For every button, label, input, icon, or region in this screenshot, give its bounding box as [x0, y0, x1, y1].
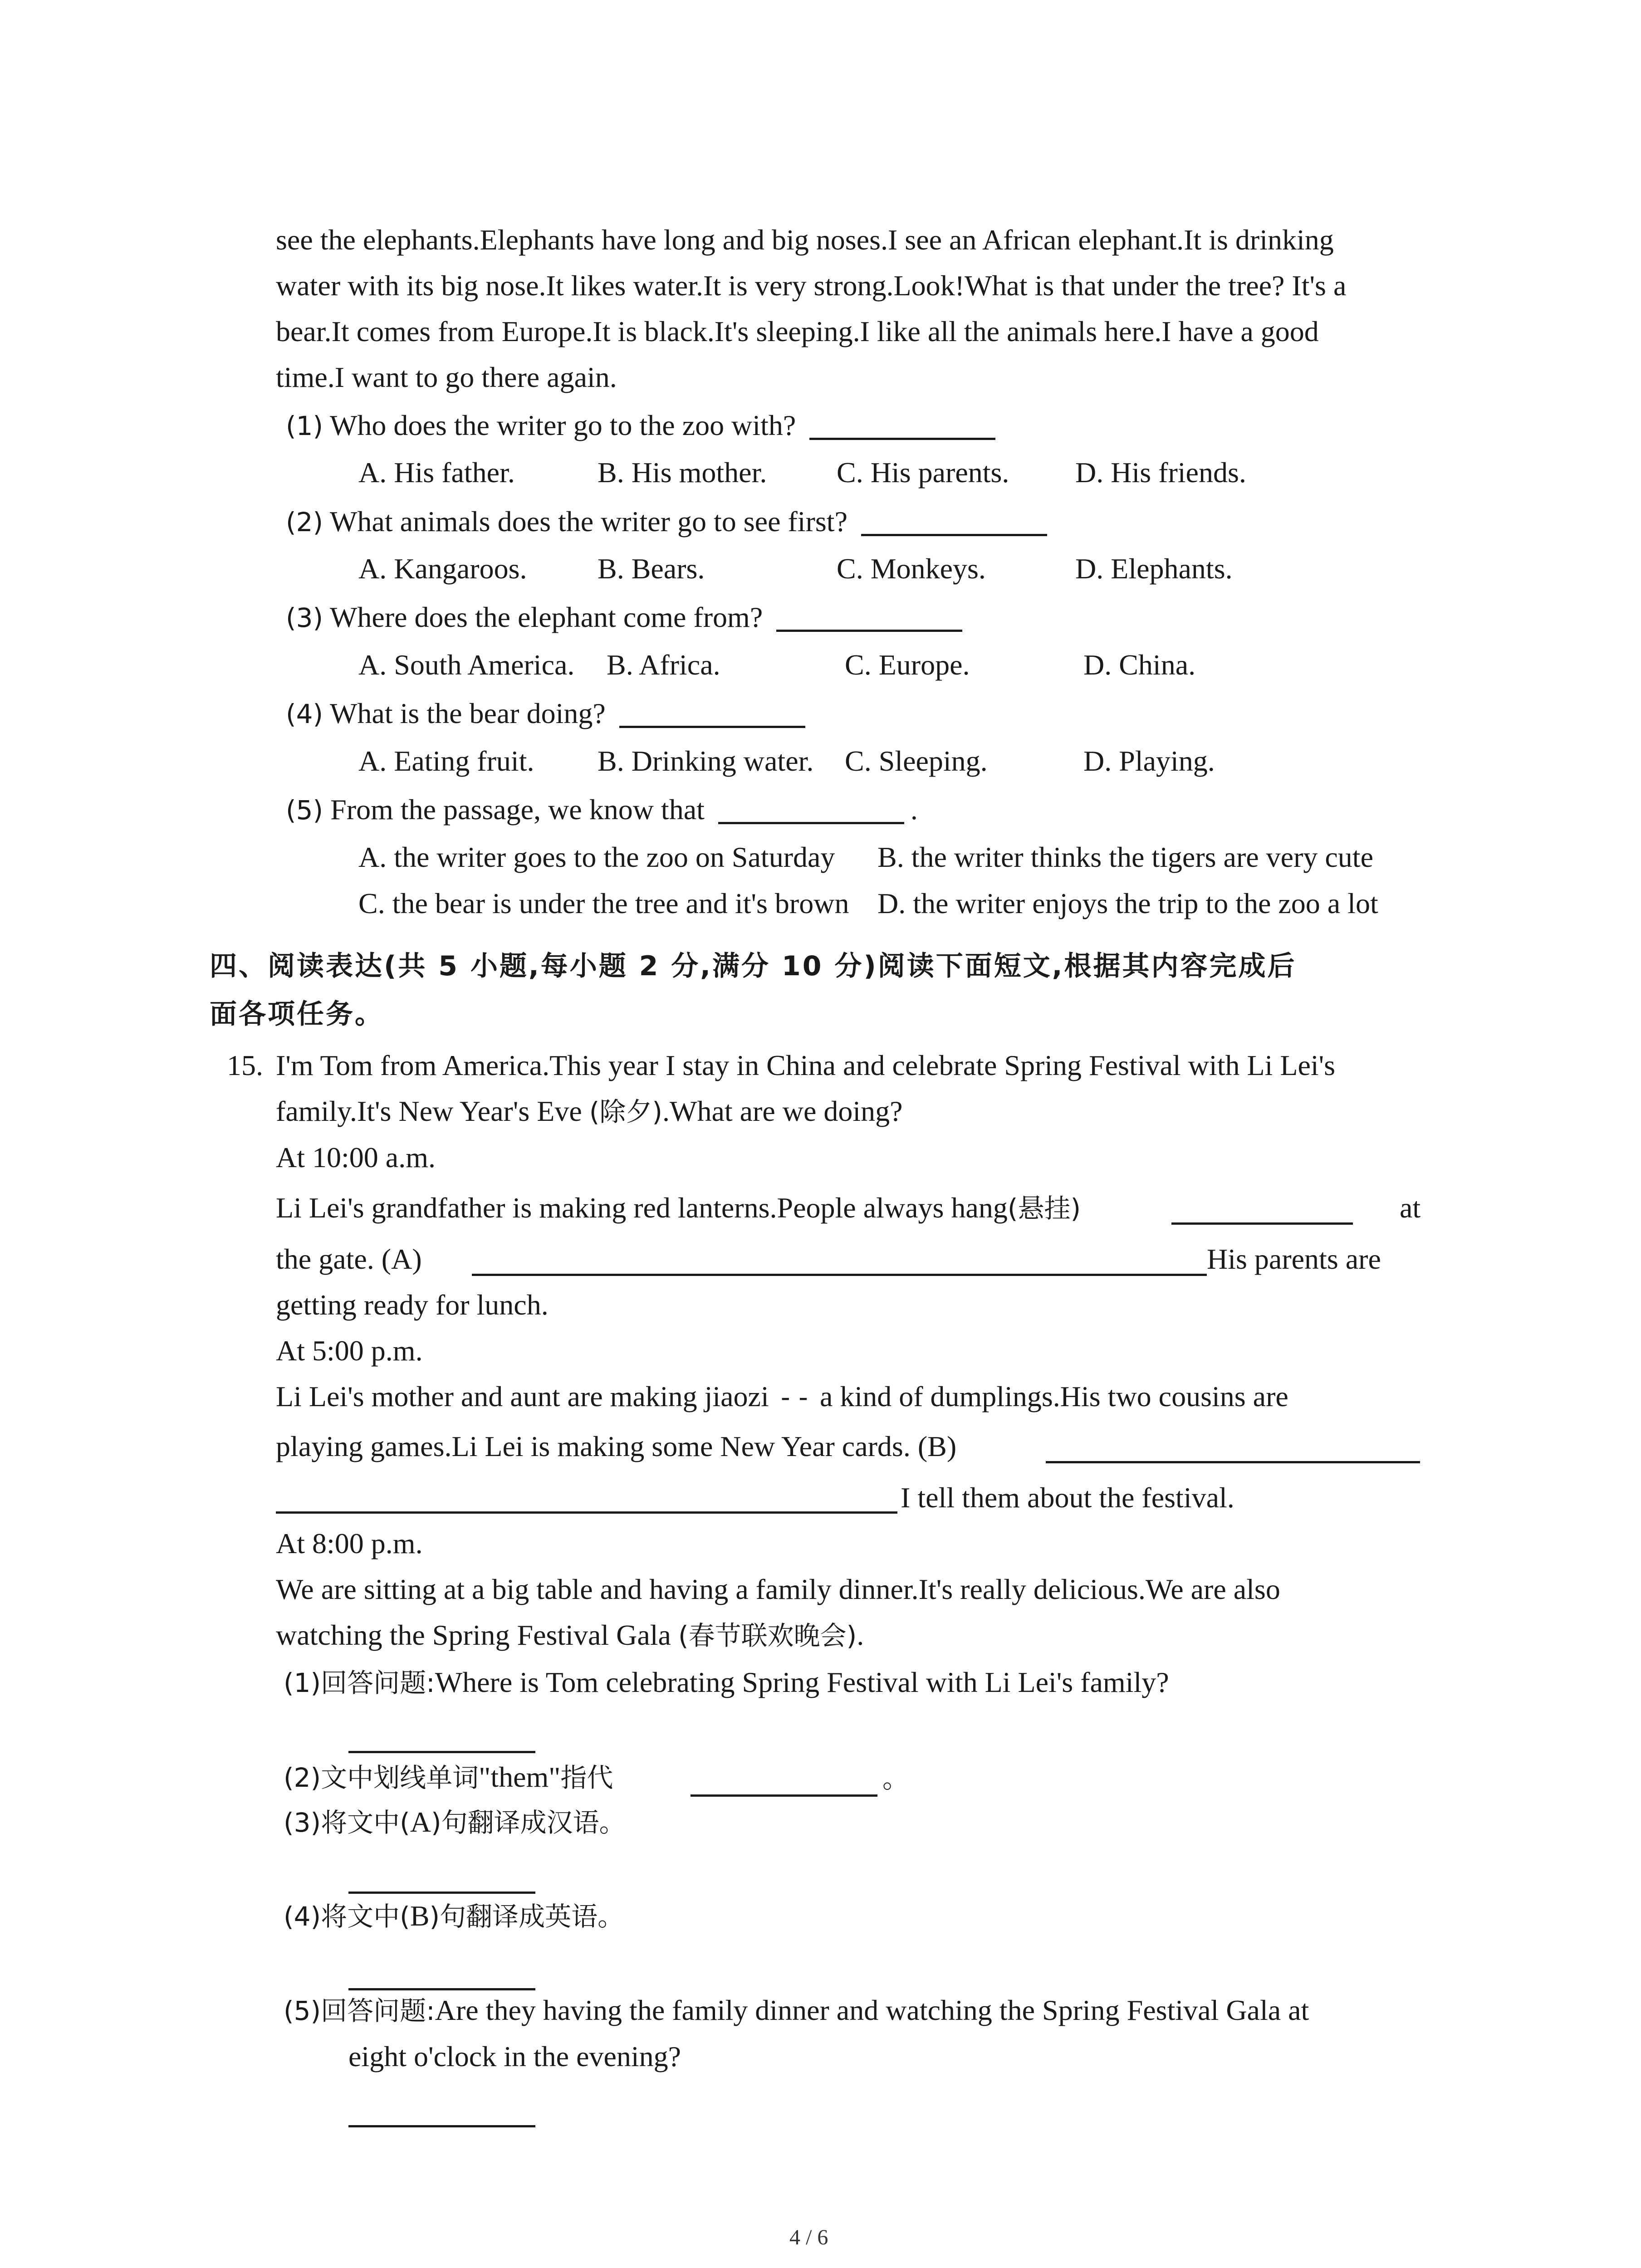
task-instruction: )句翻译成英语。: [429, 1901, 624, 1932]
passage-line: water with its big nose.It likes water.It is very strong.Look!What is that under the tree? It's a: [276, 269, 1347, 302]
section-heading: 四、阅读表达(共 5 小题,每小题 2 分,满分 10 分)阅读下面短文,根据其内容完成后: [210, 950, 1297, 982]
task-instruction: 文中划线单词: [321, 1762, 479, 1793]
option-b[interactable]: B. Africa.: [607, 649, 720, 681]
question-text: From the passage, we know that: [330, 793, 705, 826]
task-text: "them": [479, 1761, 561, 1793]
fill-blank[interactable]: [1046, 1434, 1420, 1463]
text: a kind of dumplings.His two cousins are: [820, 1380, 1288, 1413]
question-number: (3): [286, 602, 323, 633]
task-number: (1): [284, 1667, 321, 1698]
question-text: What animals does the writer go to see first?: [330, 505, 847, 538]
option-d[interactable]: D. His friends.: [1075, 456, 1246, 489]
question-number: 15.: [227, 1049, 263, 1081]
text: watching the Spring Festival Gala: [276, 1619, 671, 1651]
task-number: (5): [284, 1995, 321, 2026]
time-label: At 10:00 a.m.: [276, 1141, 436, 1173]
text: Li Lei's mother and aunt are making jiaozi: [276, 1380, 769, 1413]
task-2: [284, 1763, 613, 1792]
answer-blank[interactable]: [348, 2098, 535, 2127]
task-instruction: 回答问题:: [321, 1995, 435, 2026]
option-c[interactable]: C. Europe.: [845, 649, 970, 681]
answer-blank[interactable]: [348, 1961, 535, 1990]
answer-blank[interactable]: [776, 602, 962, 632]
task-number: (2): [284, 1762, 321, 1793]
passage-line: We are sitting at a big table and having a family dinner.It's really delicious.We are also: [276, 1573, 1280, 1605]
answer-blank[interactable]: [691, 1767, 877, 1797]
fill-blank[interactable]: [472, 1246, 1207, 1276]
question-4: [286, 699, 812, 728]
task-number: (3): [284, 1807, 321, 1838]
task-1: [284, 1668, 1169, 1697]
text: I tell them about the festival.: [901, 1481, 1234, 1514]
time-label: At 5:00 p.m.: [276, 1334, 423, 1367]
text: His parents are: [1207, 1243, 1381, 1275]
question-2: [286, 507, 1053, 536]
fill-blank[interactable]: [1171, 1195, 1353, 1225]
task-instruction: 回答问题:: [321, 1667, 435, 1698]
option-c[interactable]: C. the bear is under the tree and it's brown: [358, 887, 849, 919]
text: .What are we doing?: [662, 1095, 903, 1127]
option-b[interactable]: B. Drinking water.: [598, 745, 814, 777]
answer-blank[interactable]: [348, 1864, 535, 1894]
task-text: Are they having the family dinner and watching the Spring Festival Gala at: [435, 1994, 1309, 2026]
question-text: What is the bear doing?: [330, 697, 606, 729]
task-instruction: 将文中(: [321, 1807, 410, 1838]
passage-line: [276, 1621, 864, 1650]
dash: - -: [780, 1382, 808, 1413]
task-instruction: 指代: [560, 1762, 613, 1793]
option-a[interactable]: A. His father.: [358, 456, 515, 489]
question-number: (4): [286, 699, 323, 729]
task-3: [284, 1808, 626, 1837]
task-4: [284, 1901, 624, 1931]
task-instruction: 将文中(: [321, 1901, 410, 1932]
option-a[interactable]: A. Kangaroos.: [358, 552, 527, 585]
option-d[interactable]: D. Playing.: [1083, 745, 1215, 777]
question-text: Who does the writer go to the zoo with?: [330, 409, 796, 441]
passage-line: [276, 1382, 1288, 1411]
question-1: [286, 411, 1002, 440]
fill-blank[interactable]: [276, 1484, 897, 1514]
text: .: [857, 1619, 864, 1651]
task-number: (4): [284, 1901, 321, 1932]
time-label: At 8:00 p.m.: [276, 1527, 423, 1559]
answer-blank[interactable]: [718, 795, 904, 824]
text: Li Lei's grandfather is making red lanterns.People always hang: [276, 1192, 1008, 1224]
text: family.It's New Year's Eve: [276, 1095, 582, 1127]
section-heading: 面各项任务。: [210, 998, 384, 1030]
task-5-cont: eight o'clock in the evening?: [348, 2040, 681, 2072]
question-5: [286, 795, 918, 824]
text: at: [1400, 1192, 1421, 1224]
option-a[interactable]: A. the writer goes to the zoo on Saturday: [358, 841, 835, 873]
answer-blank[interactable]: [861, 507, 1047, 536]
option-a[interactable]: A. South America.: [358, 649, 575, 681]
question-number: (2): [286, 507, 323, 538]
task-instruction: )句翻译成汉语。: [431, 1807, 626, 1838]
passage-line: playing games.Li Lei is making some New Year cards. (B): [276, 1430, 957, 1462]
option-c[interactable]: C. Sleeping.: [845, 745, 988, 777]
task-5: [284, 1996, 1309, 2025]
task-text: Where is Tom celebrating Spring Festival with Li Lei's family?: [435, 1666, 1169, 1698]
passage-line: I'm Tom from America.This year I stay in China and celebrate Spring Festival with Li Lei's: [276, 1049, 1336, 1081]
answer-blank[interactable]: [348, 1724, 535, 1753]
task-text: B: [410, 1900, 430, 1932]
passage-line: time.I want to go there again.: [276, 361, 617, 393]
option-a[interactable]: A. Eating fruit.: [358, 745, 534, 777]
page-number: 4 / 6: [789, 2225, 828, 2249]
answer-blank[interactable]: [809, 411, 995, 440]
text-cn: (除夕): [589, 1096, 663, 1127]
task-text: A: [410, 1806, 431, 1838]
task-end: 。: [882, 1763, 909, 1794]
passage-line: the gate. (A): [276, 1243, 422, 1275]
option-d[interactable]: D. China.: [1083, 649, 1196, 681]
text-cn: (悬挂): [1007, 1193, 1081, 1224]
option-c[interactable]: C. Monkeys.: [837, 552, 986, 585]
answer-blank[interactable]: [619, 699, 805, 728]
option-d[interactable]: D. Elephants.: [1075, 552, 1233, 585]
option-b[interactable]: B. the writer thinks the tigers are very cute: [877, 841, 1373, 873]
question-number: (5): [286, 795, 323, 826]
option-b[interactable]: B. Bears.: [598, 552, 705, 585]
option-b[interactable]: B. His mother.: [598, 456, 767, 489]
question-text: Where does the elephant come from?: [330, 601, 763, 633]
question-3: [286, 602, 969, 632]
passage-line: see the elephants.Elephants have long and big noses.I see an African elephant.It is drinking: [276, 224, 1334, 256]
question-number: (1): [286, 411, 323, 441]
passage-line: bear.It comes from Europe.It is black.It's sleeping.I like all the animals here.I have a good: [276, 315, 1319, 347]
passage-line: getting ready for lunch.: [276, 1289, 549, 1321]
passage-line: [276, 1193, 1081, 1222]
option-c[interactable]: C. His parents.: [837, 456, 1009, 489]
question-end: .: [910, 793, 918, 826]
option-d[interactable]: D. the writer enjoys the trip to the zoo a lot: [877, 887, 1378, 919]
passage-line: [276, 1097, 903, 1126]
text-cn: (春节联欢晚会): [678, 1620, 857, 1651]
